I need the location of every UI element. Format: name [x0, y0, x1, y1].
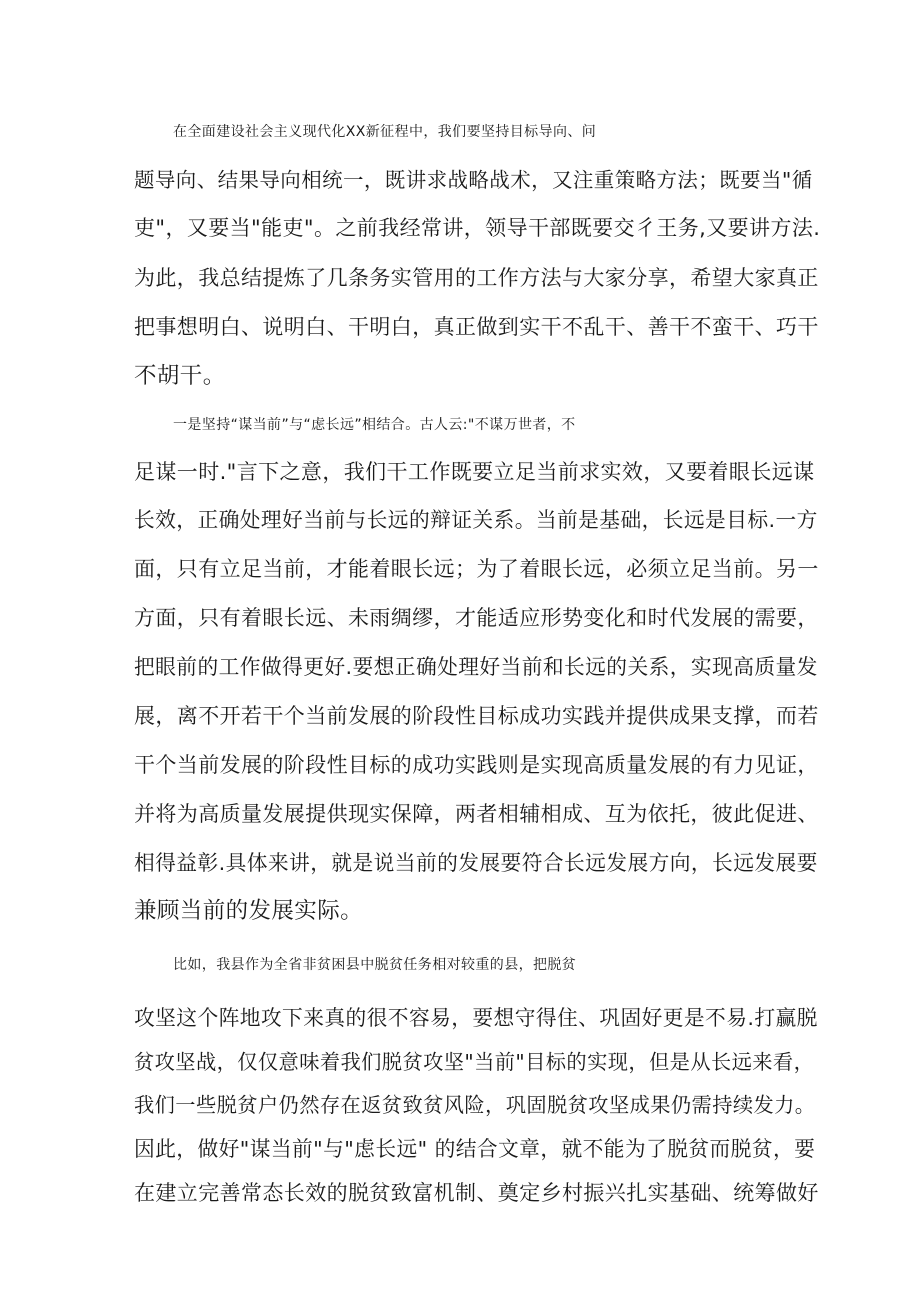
paragraph-1-line-2: 题导向、结果导向相统一，既讲求战略战术，又注重策略方法；既要当"循 [134, 168, 813, 192]
paragraph-2-line-4: 面，只有立足当前，才能着眼长远；为了着眼长远，必须立足当前。另一 [134, 557, 819, 581]
paragraph-2-line-11: 兼顾当前的发展实际。 [134, 898, 364, 924]
paragraph-3-line-5: 因此，做好"谋当前"与"虑长远" 的结合文章，就不能为了脱贫而脱贫，要 [134, 1137, 816, 1161]
paragraph-3-line-3: 贫攻坚战，仅仅意味着我们脱贫攻坚"当前"目标的实现，但是从长远来看， [134, 1050, 815, 1074]
paragraph-1-line-3: 吏"，又要当"能吏"。之前我经常讲，领导干部既要交彳王务,又要讲方法. [134, 216, 821, 240]
paragraph-3-line-2: 攻坚这个阵地攻下来真的很不容易，要想守得住、巩固好更是不易.打赢脱 [134, 1006, 818, 1030]
paragraph-3-line-1: 比如，我县作为全省非贫困县中脱贫任务相对较重的县，把脱贫 [173, 957, 577, 973]
paragraph-3-line-6: 在建立完善常态长效的脱贫致富机制、奠定乡村振兴扎实基础、统筹做好 [134, 1181, 819, 1205]
paragraph-1-line-5: 把事想明白、说明白、干明白，真正做到实干不乱干、善干不蛮干、巧干 [134, 315, 819, 339]
paragraph-2-line-9: 并将为高质量发展提供现实保障，两者相辅相成、互为依托，彼此促进、 [134, 802, 819, 826]
paragraph-1-line-4: 为此，我总结提炼了几条务实管用的工作方法与大家分享，希望大家真正 [134, 266, 819, 290]
paragraph-2-line-8: 干个当前发展的阶段性目标的成功实践则是实现高质量发展的有力见证， [134, 753, 819, 777]
paragraph-1-line-6: 不胡干。 [134, 363, 226, 389]
paragraph-2-line-10: 相得益彰.具体来讲，就是说当前的发展要符合长远发展方向，长远发展要 [134, 851, 818, 875]
paragraph-2-line-5: 方面，只有着眼长远、未雨绸缪，才能适应形势变化和时代发展的需要， [134, 606, 819, 630]
paragraph-2-line-2: 足谋一时."言下之意，我们干工作既要立足当前求实效，又要着眼长远谋 [134, 460, 815, 484]
paragraph-2-line-3: 长效，正确处理好当前与长远的辩证关系。当前是基础，长远是目标.一方 [134, 508, 818, 532]
paragraph-3-line-4: 我们一些脱贫户仍然存在返贫致贫风险，巩固脱贫攻坚成果仍需持续发力。 [134, 1093, 816, 1117]
paragraph-2-line-7: 展，离不开若干个当前发展的阶段性目标成功实践并提供成果支撑，而若 [134, 704, 819, 728]
paragraph-1-line-1: 在全面建设社会主义现代化XX新征程中，我们要坚持目标导向、问 [173, 124, 597, 140]
paragraph-2-line-6: 把眼前的工作做得更好.要想正确处理好当前和长远的关系，实现高质量发 [134, 655, 818, 679]
paragraph-2-line-1: 一是坚持“谋当前”与“虑长远”相结合。古人云:"不谋万世者，不 [173, 417, 576, 433]
